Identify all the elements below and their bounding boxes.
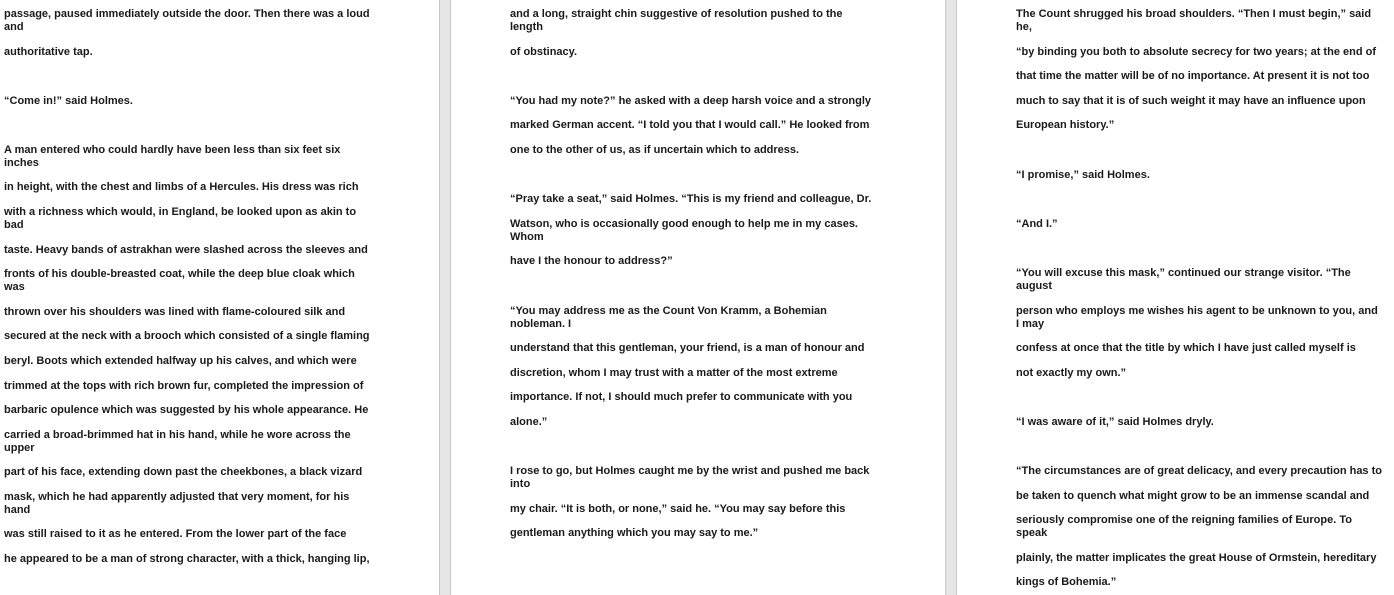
text-line: passage, paused immediately outside the door. Then there was a loud and — [4, 8, 370, 33]
text-line: trimmed at the tops with rich brown fur, completed the impression of — [4, 380, 364, 392]
text-line: mask, which he had apparently adjusted that very moment, for his hand — [4, 491, 350, 516]
text-line: have I the honour to address?” — [510, 255, 673, 267]
text-line: “You may address me as the Count Von Kramm, a Bohemian nobleman. I — [510, 305, 827, 330]
text-line: “I promise,” said Holmes. — [1016, 169, 1150, 181]
text-line: A man entered who could hardly have been less than six feet six inches — [4, 144, 341, 169]
text-line: that time the matter will be of no importance. At present it is not too — [1016, 70, 1370, 82]
text-line: barbaric opulence which was suggested by his whole appearance. He — [4, 404, 369, 416]
text-line: one to the other of us, as if uncertain which to address. — [510, 144, 800, 156]
text-line: part of his face, extending down past the cheekbones, a black vizard — [4, 466, 363, 478]
text-line: gentleman anything which you may say to me.” — [510, 527, 759, 539]
text-line: importance. If not, I should much prefer to communicate with you — [510, 391, 853, 403]
text-line: with a richness which would, in England, be looked upon as akin to bad — [4, 206, 357, 231]
text-line: “Come in!” said Holmes. — [4, 95, 133, 107]
text-line: plainly, the matter implicates the great House of Ormstein, hereditary — [1016, 552, 1377, 564]
text-line: I rose to go, but Holmes caught me by the wrist and pushed me back into — [510, 465, 870, 490]
text-line: in height, with the chest and limbs of a Hercules. His dress was rich — [4, 181, 359, 193]
text-line: “I was aware of it,” said Holmes dryly. — [1016, 416, 1214, 428]
text-line: The Count shrugged his broad shoulders. “Then I must begin,” said he, — [1016, 8, 1372, 33]
page-gap — [945, 0, 957, 595]
text-line: seriously compromise one of the reigning families of Europe. To speak — [1016, 514, 1352, 539]
text-line: authoritative tap. — [4, 46, 93, 58]
document-page-right[interactable] — [957, 0, 1394, 595]
text-line: kings of Bohemia.” — [1016, 576, 1117, 588]
document-page-left[interactable] — [0, 0, 439, 595]
text-line: European history.” — [1016, 119, 1115, 131]
text-line: carried a broad-brimmed hat in his hand, while he wore across the upper — [4, 429, 351, 454]
text-line: was still raised to it as he entered. From the lower part of the face — [4, 528, 347, 540]
document-page-middle[interactable] — [451, 0, 945, 595]
text-line: person who employs me wishes his agent to be unknown to you, and I may — [1016, 305, 1378, 330]
text-line: “The circumstances are of great delicacy, and every precaution has to — [1016, 465, 1382, 477]
text-line: “And I.” — [1016, 218, 1058, 230]
text-line: beryl. Boots which extended halfway up his calves, and which were — [4, 355, 357, 367]
text-line: confess at once that the title by which I have just called myself is — [1016, 342, 1356, 354]
text-line: “You had my note?” he asked with a deep harsh voice and a strongly — [510, 95, 872, 107]
text-line: my chair. “It is both, or none,” said he. “You may say before this — [510, 503, 846, 515]
page-gap — [439, 0, 451, 595]
text-line: he appeared to be a man of strong character, with a thick, hanging lip, — [4, 553, 370, 565]
text-line: secured at the neck with a brooch which consisted of a single flaming — [4, 330, 370, 342]
text-line: of obstinacy. — [510, 46, 578, 58]
text-line: “by binding you both to absolute secrecy for two years; at the end of — [1016, 46, 1376, 58]
text-line: thrown over his shoulders was lined with flame-coloured silk and — [4, 306, 346, 318]
text-line: discretion, whom I may trust with a matter of the most extreme — [510, 367, 838, 379]
text-line: fronts of his double-breasted coat, while the deep blue cloak which was — [4, 268, 355, 293]
text-line: be taken to quench what might grow to be an immense scandal and — [1016, 490, 1370, 502]
text-line: “Pray take a seat,” said Holmes. “This is my friend and colleague, Dr. — [510, 193, 872, 205]
text-line: marked German accent. “I told you that I would call.” He looked from — [510, 119, 870, 131]
text-line: understand that this gentleman, your friend, is a man of honour and — [510, 342, 865, 354]
text-line: and a long, straight chin suggestive of resolution pushed to the length — [510, 8, 843, 33]
text-line: alone.” — [510, 416, 548, 428]
text-line: taste. Heavy bands of astrakhan were slashed across the sleeves and — [4, 244, 368, 256]
text-line: much to say that it is of such weight it may have an influence upon — [1016, 95, 1366, 107]
text-line: “You will excuse this mask,” continued our strange visitor. “The august — [1016, 267, 1351, 292]
text-line: not exactly my own.” — [1016, 367, 1127, 379]
text-line: Watson, who is occasionally good enough to help me in my cases. Whom — [510, 218, 858, 243]
